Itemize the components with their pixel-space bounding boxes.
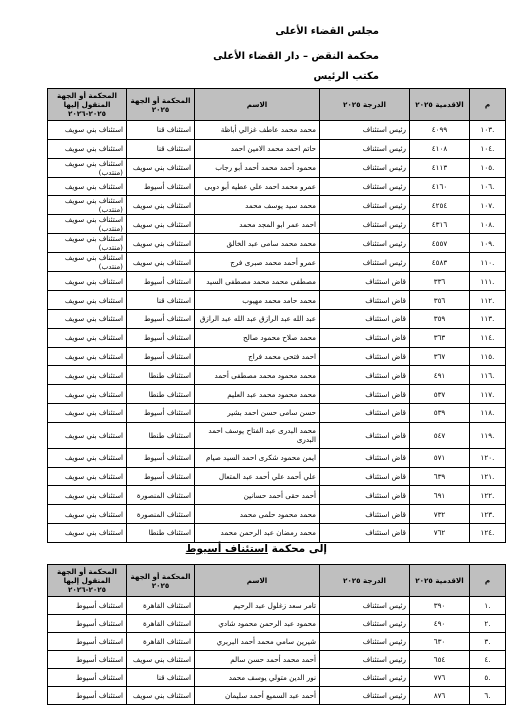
- cell-court: استئناف بني سويف: [127, 651, 195, 669]
- cell-court: استئناف القاهرة: [127, 597, 195, 615]
- cell-grade: رئيس استئناف: [320, 196, 410, 215]
- table-row: [48, 366, 506, 385]
- table-row: [48, 669, 506, 687]
- table-row: [48, 121, 506, 140]
- col-header-seniority: الاقدمية ٢٠٢٥: [410, 565, 470, 597]
- cell-name: تامر سعد زغلول عبد الرحيم: [195, 597, 320, 615]
- cell-num: .١٠٤: [470, 139, 506, 158]
- table-row: [48, 597, 506, 615]
- cell-num: .١١٢: [470, 291, 506, 310]
- cell-num: .١١٨: [470, 403, 506, 422]
- table-row: [48, 196, 506, 215]
- cell-seniority: ٤٩٠: [410, 615, 470, 633]
- cell-grade: رئيس استئناف: [320, 615, 410, 633]
- cell-num: .١٢٤: [470, 523, 506, 542]
- cell-name: محمد محمد عاطف غزالي أباظة: [195, 121, 320, 140]
- col-header-destination: المحكمة أو الجهة المنقول إليها ٢٠٢٥-٢٠٢٦: [48, 89, 127, 121]
- cell-name: نور الدين متولي يوسف محمد: [195, 669, 320, 687]
- cell-grade: قاض استئناف: [320, 448, 410, 467]
- cell-num: .١١٧: [470, 385, 506, 404]
- cell-destination: استئناف بني سويف: [48, 139, 127, 158]
- cell-name: محمود عبد الرحمن محمود شادي: [195, 615, 320, 633]
- cell-name: حاتم احمد محمد الامين احمد: [195, 139, 320, 158]
- cell-seniority: ٤١١٣: [410, 158, 470, 177]
- transfers-table-asyut: [47, 564, 506, 705]
- cell-grade: قاض استئناف: [320, 328, 410, 347]
- cell-destination: استئناف بني سويف: [48, 486, 127, 505]
- cell-seniority: ٤٣١٦: [410, 215, 470, 234]
- table-row: [48, 291, 506, 310]
- col-header-destination: المحكمة أو الجهة المنقول إليها ٢٠٢٥-٢٠٢٦: [48, 565, 127, 597]
- cell-court: استئناف القاهرة: [127, 633, 195, 651]
- table-header-row: [48, 565, 506, 597]
- cell-court: استئناف طنطا: [127, 523, 195, 542]
- cell-seniority: ٤٩١: [410, 366, 470, 385]
- cell-court: استئناف طنطا: [127, 422, 195, 448]
- cell-destination: استئناف بني سويف (منتدب): [48, 158, 127, 177]
- cell-name: حسن سامى حسن احمد بشير: [195, 403, 320, 422]
- table-row: [48, 448, 506, 467]
- table-row: [48, 467, 506, 486]
- cell-num: .١٢٠: [470, 448, 506, 467]
- col-header-num: م: [470, 89, 506, 121]
- cell-grade: رئيس استئناف: [320, 139, 410, 158]
- cell-grade: قاض استئناف: [320, 347, 410, 366]
- section-heading-prefix: إلى محكمة: [271, 543, 327, 555]
- col-header-court: المحكمة أو الجهة ٢٠٢٥: [127, 89, 195, 121]
- table-body: [48, 597, 506, 705]
- cell-court: استئناف بني سويف: [127, 215, 195, 234]
- cell-seniority: ٨٧٦: [410, 687, 470, 705]
- cell-name: محمد سيد يوسف محمد: [195, 196, 320, 215]
- cell-seniority: ٧٧٦: [410, 669, 470, 687]
- cell-seniority: ٧٣٢: [410, 505, 470, 524]
- cell-grade: رئيس استئناف: [320, 687, 410, 705]
- cell-destination: استئناف بني سويف: [48, 366, 127, 385]
- table-row: [48, 158, 506, 177]
- cell-grade: رئيس استئناف: [320, 121, 410, 140]
- cell-destination: استئناف بني سويف: [48, 448, 127, 467]
- table-row: [48, 615, 506, 633]
- cell-seniority: ٤٥٥٧: [410, 234, 470, 253]
- cell-grade: قاض استئناف: [320, 403, 410, 422]
- cell-num: .١١٠: [470, 253, 506, 272]
- cell-num: .١١٤: [470, 328, 506, 347]
- cell-grade: رئيس استئناف: [320, 253, 410, 272]
- cell-grade: رئيس استئناف: [320, 215, 410, 234]
- table-row: [48, 486, 506, 505]
- section-heading-title: استئناف أسيوط: [185, 543, 268, 555]
- cell-court: استئناف بني سويف: [127, 196, 195, 215]
- cell-name: علي أحمد علي أحمد عبد المتعال: [195, 467, 320, 486]
- cell-name: محمد محمود محمد مصطفى أحمد: [195, 366, 320, 385]
- cell-num: .١٠٩: [470, 234, 506, 253]
- cell-destination: استئناف أسيوط: [48, 687, 127, 705]
- cell-grade: قاض استئناف: [320, 366, 410, 385]
- cell-destination: استئناف بني سويف: [48, 505, 127, 524]
- cell-court: استئناف المنصورة: [127, 486, 195, 505]
- cell-destination: استئناف بني سويف (منتدب): [48, 234, 127, 253]
- cell-court: استئناف أسيوط: [127, 328, 195, 347]
- cell-grade: رئيس استئناف: [320, 651, 410, 669]
- cell-num: .١١٦: [470, 366, 506, 385]
- cell-name: احمد فتحى محمد فراج: [195, 347, 320, 366]
- cell-seniority: ٧٦٢: [410, 523, 470, 542]
- cell-num: .١١١: [470, 272, 506, 291]
- cell-seniority: ٦٣٩: [410, 467, 470, 486]
- cell-grade: قاض استئناف: [320, 422, 410, 448]
- cell-court: استئناف بني سويف: [127, 687, 195, 705]
- table-row: [48, 633, 506, 651]
- cell-court: استئناف أسيوط: [127, 177, 195, 196]
- cell-destination: استئناف بني سويف (منتدب): [48, 253, 127, 272]
- cell-court: استئناف بني سويف: [127, 234, 195, 253]
- cell-num: .١٢١: [470, 467, 506, 486]
- table-row: [48, 523, 506, 542]
- cell-name: محمد محمود محمد عبد العليم: [195, 385, 320, 404]
- table-row: [48, 139, 506, 158]
- table-row: [48, 403, 506, 422]
- cell-name: محمود أحمد محمد أحمد أبو رجاب: [195, 158, 320, 177]
- cell-destination: استئناف بني سويف: [48, 177, 127, 196]
- col-header-grade: الدرجة ٢٠٢٥: [320, 565, 410, 597]
- cell-court: استئناف أسيوط: [127, 467, 195, 486]
- cell-seniority: ٤١٦٠: [410, 177, 470, 196]
- cell-seniority: ٥٣٧: [410, 385, 470, 404]
- cell-num: .٦: [470, 687, 506, 705]
- cell-num: .١٢٣: [470, 505, 506, 524]
- cell-court: استئناف قنا: [127, 139, 195, 158]
- cell-seniority: ٥٤٧: [410, 422, 470, 448]
- cell-seniority: ٤١٠٨: [410, 139, 470, 158]
- cell-destination: استئناف بني سويف: [48, 422, 127, 448]
- cell-seniority: ٣٦٣: [410, 328, 470, 347]
- cell-grade: قاض استئناف: [320, 272, 410, 291]
- table-row: [48, 505, 506, 524]
- cell-court: استئناف طنطا: [127, 385, 195, 404]
- table-row: [48, 687, 506, 705]
- cell-destination: استئناف بني سويف: [48, 347, 127, 366]
- cell-court: استئناف أسيوط: [127, 347, 195, 366]
- cell-seniority: ٦٩١: [410, 486, 470, 505]
- col-header-court: المحكمة أو الجهة ٢٠٢٥: [127, 565, 195, 597]
- cell-destination: استئناف بني سويف: [48, 309, 127, 328]
- cell-grade: قاض استئناف: [320, 467, 410, 486]
- table-row: [48, 422, 506, 448]
- table-row: [48, 272, 506, 291]
- cell-seniority: ٤٥٨٣: [410, 253, 470, 272]
- cell-grade: قاض استئناف: [320, 309, 410, 328]
- cell-seniority: ٦٥٤: [410, 651, 470, 669]
- cell-name: أحمد حقى أحمد حسانين: [195, 486, 320, 505]
- cell-destination: استئناف بني سويف: [48, 467, 127, 486]
- cell-num: .٢: [470, 615, 506, 633]
- cell-grade: رئيس استئناف: [320, 633, 410, 651]
- cell-name: محمد حامد محمد مهيوب: [195, 291, 320, 310]
- cell-destination: استئناف بني سويف: [48, 328, 127, 347]
- cell-grade: قاض استئناف: [320, 291, 410, 310]
- transfers-table-beni-suef: [47, 88, 506, 543]
- cell-seniority: ٤٢٥٤: [410, 196, 470, 215]
- cell-court: استئناف المنصورة: [127, 505, 195, 524]
- cell-num: .٤: [470, 651, 506, 669]
- table-body: [48, 121, 506, 543]
- cell-destination: استئناف أسيوط: [48, 651, 127, 669]
- cell-destination: استئناف بني سويف: [48, 291, 127, 310]
- cell-seniority: ٣٣٦: [410, 272, 470, 291]
- cell-num: .٣: [470, 633, 506, 651]
- cell-court: استئناف بني سويف: [127, 158, 195, 177]
- cell-name: محمد صلاح محمود صالح: [195, 328, 320, 347]
- cell-seniority: ٦٣٠: [410, 633, 470, 651]
- cell-grade: قاض استئناف: [320, 385, 410, 404]
- table-row: [48, 347, 506, 366]
- cell-name: شيرين سامي محمد أحمد البربري: [195, 633, 320, 651]
- cell-seniority: ٥٧١: [410, 448, 470, 467]
- table-row: [48, 234, 506, 253]
- cell-destination: استئناف بني سويف (منتدب): [48, 215, 127, 234]
- cell-name: محمد البدرى عبد الفتاح يوسف احمد البدرى: [195, 422, 320, 448]
- header-court: محكمة النقض – دار القضاء الأعلى: [213, 51, 379, 62]
- cell-destination: استئناف أسيوط: [48, 597, 127, 615]
- cell-name: محمد محمود حلمى محمد: [195, 505, 320, 524]
- cell-destination: استئناف أسيوط: [48, 615, 127, 633]
- col-header-name: الاسم: [195, 89, 320, 121]
- cell-name: محمد رمضان عبد الرحمن محمد: [195, 523, 320, 542]
- cell-name: محمد محمد سامى عبد الخالق: [195, 234, 320, 253]
- table-row: [48, 253, 506, 272]
- cell-grade: رئيس استئناف: [320, 234, 410, 253]
- cell-court: استئناف أسيوط: [127, 272, 195, 291]
- cell-grade: رئيس استئناف: [320, 158, 410, 177]
- cell-court: استئناف أسيوط: [127, 403, 195, 422]
- cell-seniority: ٣٥٦: [410, 291, 470, 310]
- cell-name: عبد الله عبد الرازق عبد الله عبد الرازق: [195, 309, 320, 328]
- cell-name: عمرو محمد احمد علي عطيه أبو دوبى: [195, 177, 320, 196]
- header-office: مكتب الرئيس: [313, 71, 379, 82]
- table-row: [48, 215, 506, 234]
- table-row: [48, 651, 506, 669]
- cell-name: عمرو أحمد محمد صبرى فرج: [195, 253, 320, 272]
- cell-court: استئناف بني سويف: [127, 253, 195, 272]
- cell-num: .١١٩: [470, 422, 506, 448]
- cell-destination: استئناف أسيوط: [48, 669, 127, 687]
- cell-name: مصطفى محمد محمد مصطفى السيد: [195, 272, 320, 291]
- cell-num: .١٠٨: [470, 215, 506, 234]
- cell-grade: رئيس استئناف: [320, 177, 410, 196]
- cell-name: أحمد عبد السميع أحمد سليمان: [195, 687, 320, 705]
- cell-num: .١٠٧: [470, 196, 506, 215]
- col-header-num: م: [470, 565, 506, 597]
- col-header-grade: الدرجة ٢٠٢٥: [320, 89, 410, 121]
- cell-court: استئناف قنا: [127, 291, 195, 310]
- cell-name: ايمن محمود شكرى احمد السيد صيام: [195, 448, 320, 467]
- cell-destination: استئناف بني سويف: [48, 121, 127, 140]
- cell-seniority: ٣٥٩: [410, 309, 470, 328]
- cell-grade: قاض استئناف: [320, 523, 410, 542]
- cell-grade: قاض استئناف: [320, 505, 410, 524]
- cell-grade: قاض استئناف: [320, 486, 410, 505]
- cell-court: استئناف القاهرة: [127, 615, 195, 633]
- cell-destination: استئناف بني سويف: [48, 523, 127, 542]
- table-row: [48, 177, 506, 196]
- cell-name: احمد عمر ابو المجد محمد: [195, 215, 320, 234]
- col-header-seniority: الاقدمية ٢٠٢٥: [410, 89, 470, 121]
- cell-court: استئناف أسيوط: [127, 309, 195, 328]
- cell-court: استئناف قنا: [127, 121, 195, 140]
- table-row: [48, 328, 506, 347]
- table-row: [48, 309, 506, 328]
- table-row: [48, 385, 506, 404]
- cell-destination: استئناف بني سويف: [48, 272, 127, 291]
- cell-destination: استئناف بني سويف (منتدب): [48, 196, 127, 215]
- cell-court: استئناف قنا: [127, 669, 195, 687]
- cell-destination: استئناف بني سويف: [48, 403, 127, 422]
- cell-num: .١١٣: [470, 309, 506, 328]
- cell-court: استئناف أسيوط: [127, 448, 195, 467]
- header-council: مجلس القضاء الأعلى: [275, 26, 379, 37]
- cell-seniority: ٣٦٧: [410, 347, 470, 366]
- section-heading-asyut: [186, 543, 327, 555]
- cell-court: استئناف طنطا: [127, 366, 195, 385]
- cell-seniority: ٣٩٠: [410, 597, 470, 615]
- cell-name: أحمد محمد أحمد حسن سالم: [195, 651, 320, 669]
- cell-num: .١٠٦: [470, 177, 506, 196]
- cell-seniority: ٤٠٩٩: [410, 121, 470, 140]
- cell-seniority: ٥٣٩: [410, 403, 470, 422]
- cell-num: .١١٥: [470, 347, 506, 366]
- cell-grade: رئيس استئناف: [320, 669, 410, 687]
- cell-num: .١٠٣: [470, 121, 506, 140]
- col-header-name: الاسم: [195, 565, 320, 597]
- cell-num: .١٢٢: [470, 486, 506, 505]
- cell-num: .٥: [470, 669, 506, 687]
- cell-destination: استئناف أسيوط: [48, 633, 127, 651]
- cell-num: .١: [470, 597, 506, 615]
- cell-grade: رئيس استئناف: [320, 597, 410, 615]
- cell-num: .١٠٥: [470, 158, 506, 177]
- cell-destination: استئناف بني سويف: [48, 385, 127, 404]
- table-header-row: [48, 89, 506, 121]
